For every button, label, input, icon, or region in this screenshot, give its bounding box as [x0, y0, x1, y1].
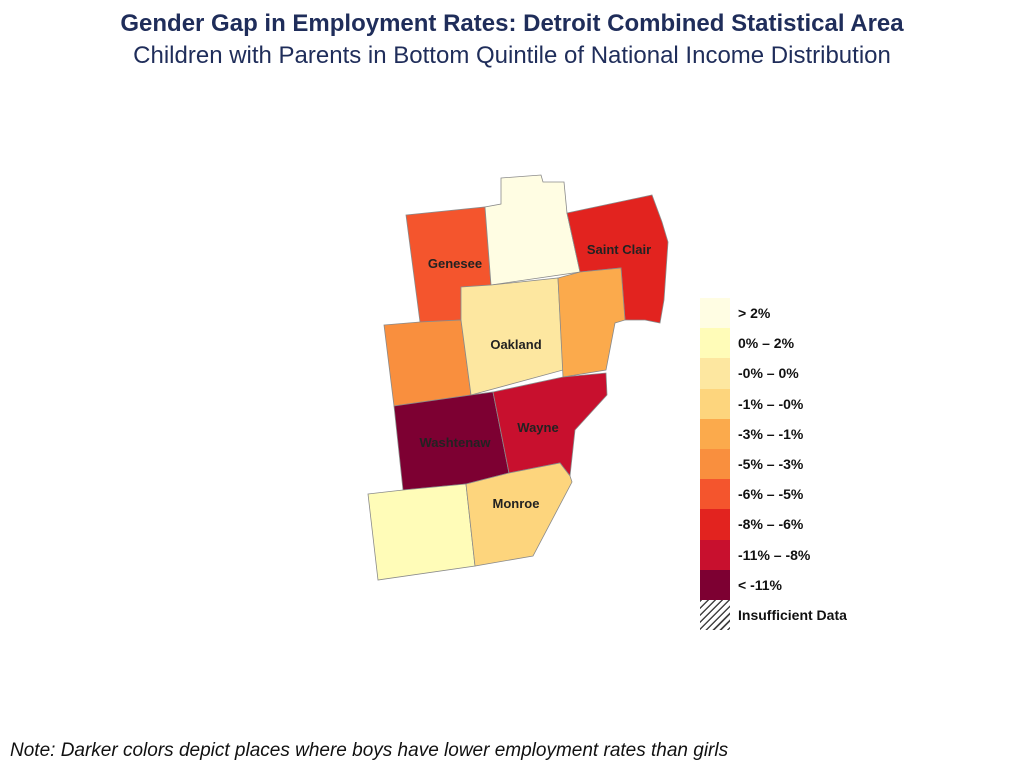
legend-label: Insufficient Data [738, 606, 847, 623]
legend-item [700, 570, 847, 600]
legend-label: 0% – 2% [738, 335, 795, 352]
legend-item [700, 449, 847, 479]
legend-item [700, 389, 847, 419]
county-label-monroe: Monroe [492, 496, 540, 511]
legend-label: > 2% [738, 305, 771, 322]
county-lapeer [485, 175, 580, 285]
legend-swatch [700, 358, 730, 388]
legend-label: -6% – -5% [738, 486, 804, 503]
legend-label: -5% – -3% [738, 456, 804, 473]
legend-swatch [700, 449, 730, 479]
county-lenawee [368, 484, 475, 580]
county-label-washtenaw: Washtenaw [419, 435, 491, 450]
footnote: Note: Darker colors depict places where boys have lower employment rates than girls [10, 740, 729, 761]
legend-label: -0% – 0% [738, 365, 799, 382]
legend-swatch [700, 540, 730, 570]
legend-item [700, 298, 847, 328]
counties-layer [368, 175, 668, 580]
legend-label: -3% – -1% [738, 425, 804, 442]
legend-swatch [700, 298, 730, 328]
legend-item [700, 509, 847, 539]
legend-swatch [700, 600, 730, 630]
legend [700, 298, 847, 630]
map-title: Gender Gap in Employment Rates: Detroit Combined Statistical Area [120, 10, 904, 37]
legend-label: -1% – -0% [738, 395, 804, 412]
legend-item [700, 419, 847, 449]
county-label-saint-clair: Saint Clair [586, 242, 652, 257]
map-subtitle: Children with Parents in Bottom Quintile of National Income Distribution [133, 42, 891, 69]
legend-swatch [700, 328, 730, 358]
legend-item [700, 479, 847, 509]
legend-item [700, 358, 847, 388]
county-label-genesee: Genesee [427, 256, 483, 271]
legend-swatch [700, 509, 730, 539]
legend-label: -11% – -8% [738, 546, 811, 563]
legend-swatch [700, 570, 730, 600]
legend-item [700, 600, 847, 630]
county-livingston [384, 320, 471, 406]
county-label-wayne: Wayne [517, 420, 559, 435]
legend-swatch [700, 419, 730, 449]
legend-label: < -11% [738, 576, 782, 593]
legend-swatch [700, 389, 730, 419]
legend-swatch [700, 479, 730, 509]
county-label-oakland: Oakland [490, 337, 542, 352]
legend-label: -8% – -6% [738, 516, 804, 533]
legend-item [700, 540, 847, 570]
county-macomb [558, 268, 625, 377]
legend-item [700, 328, 847, 358]
